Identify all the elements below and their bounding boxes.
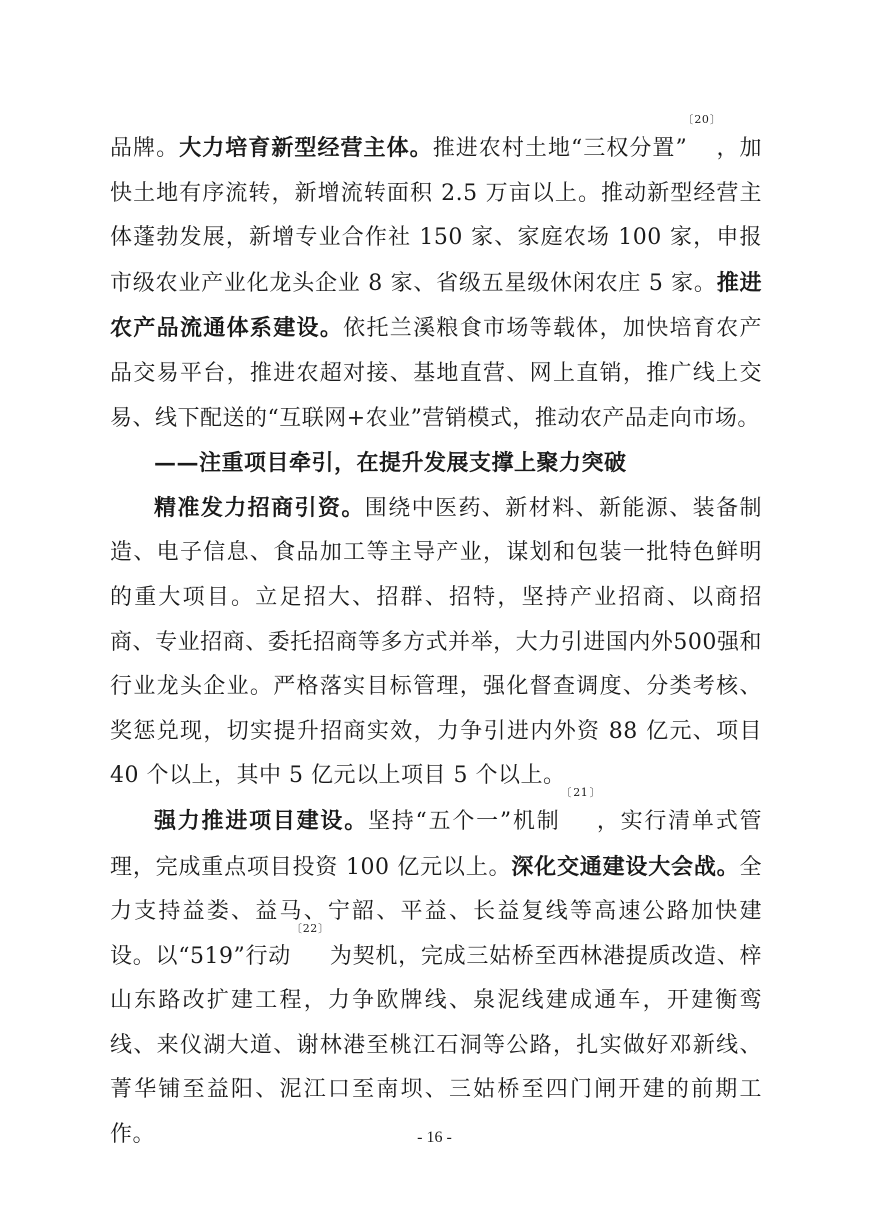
text-run: 围绕中医药、新材料、新能源、装备制造、电子信息、食品加工等主导产业，谋划和包装一批特色鲜明的重大项目。立足招大、招群、招特，坚持产业招商、以商招商、专业招商、委托招商等多方式并举，大力引进国内外500强和行业龙头企业。严格落实目标管理，强化督查调度、分类考核、奖惩兑现，切实提升招商实效，力争引进内外资 88 亿元、项目 40 个以上，其中 5 亿元以上项目 5 个以上。	[110, 495, 762, 789]
text-run: 全力支持益娄、益马、宁韶、平益、长益复线等高速公路加快建设。以“519”行动	[110, 854, 762, 969]
paragraph-projects	[110, 785, 762, 1158]
bold-heading-run: 推进农产品流通体系建设。	[110, 269, 762, 342]
page-number: - 16 -	[417, 1129, 452, 1146]
text-run: 坚持“五个一”机制	[368, 808, 561, 834]
bold-heading-run: 精准发力招商引资。	[154, 494, 365, 521]
text-run: ，加快土地有序流转，新增流转面积 2.5 万亩以上。推动新型经营主体蓬勃发展，新增专业合作社 150 家、家庭农场 100 家，申报市级农业产业化龙头企业 8 家、省级五星级休闲农庄 5 家。	[110, 136, 762, 296]
section-heading: ——注重项目牵引，在提升发展支撑上聚力突破	[154, 450, 627, 477]
footnote-ref-21[interactable]: 〔21〕	[560, 785, 597, 799]
footnote-ref-20[interactable]: 〔20〕	[687, 113, 717, 126]
bold-heading-run: 深化交通建设大会战。	[511, 853, 740, 880]
text-run: 依托兰溪粮食市场等载体，加快培育农产品交易平台，推进农超对接、基地直营、网上直销，推广线上交易、线下配送的“互联网+农业”营销模式，推动农产品走向市场。	[110, 316, 762, 431]
text-run: 为契机，完成三姑桥至西林港提质改造、梓山东路改扩建工程，力争欧牌线、泉泥线建成通车，开建衡鸾线、来仪湖大道、谢林港至桃江石洞等公路，扎实做好邓新线、菁华铺至益阳、泥江口至南坝、三姑桥至四门闸开建的前期工作。	[110, 943, 762, 1148]
footnote-ref-22[interactable]: 〔22〕	[291, 921, 330, 935]
bold-heading-run: 大力培育新型经营主体。	[179, 135, 433, 161]
text-run: ，实行清单式管理，完成重点项目投资 100 亿元以上。	[110, 808, 762, 880]
text-run: 推进农村土地“三权分置”	[432, 136, 688, 161]
text-run: 品牌。	[110, 136, 180, 161]
bold-heading-run: 强力推进项目建设。	[154, 807, 368, 834]
paragraph-investment	[110, 486, 762, 799]
document-body	[110, 113, 762, 1158]
paragraph-agriculture	[110, 113, 762, 441]
